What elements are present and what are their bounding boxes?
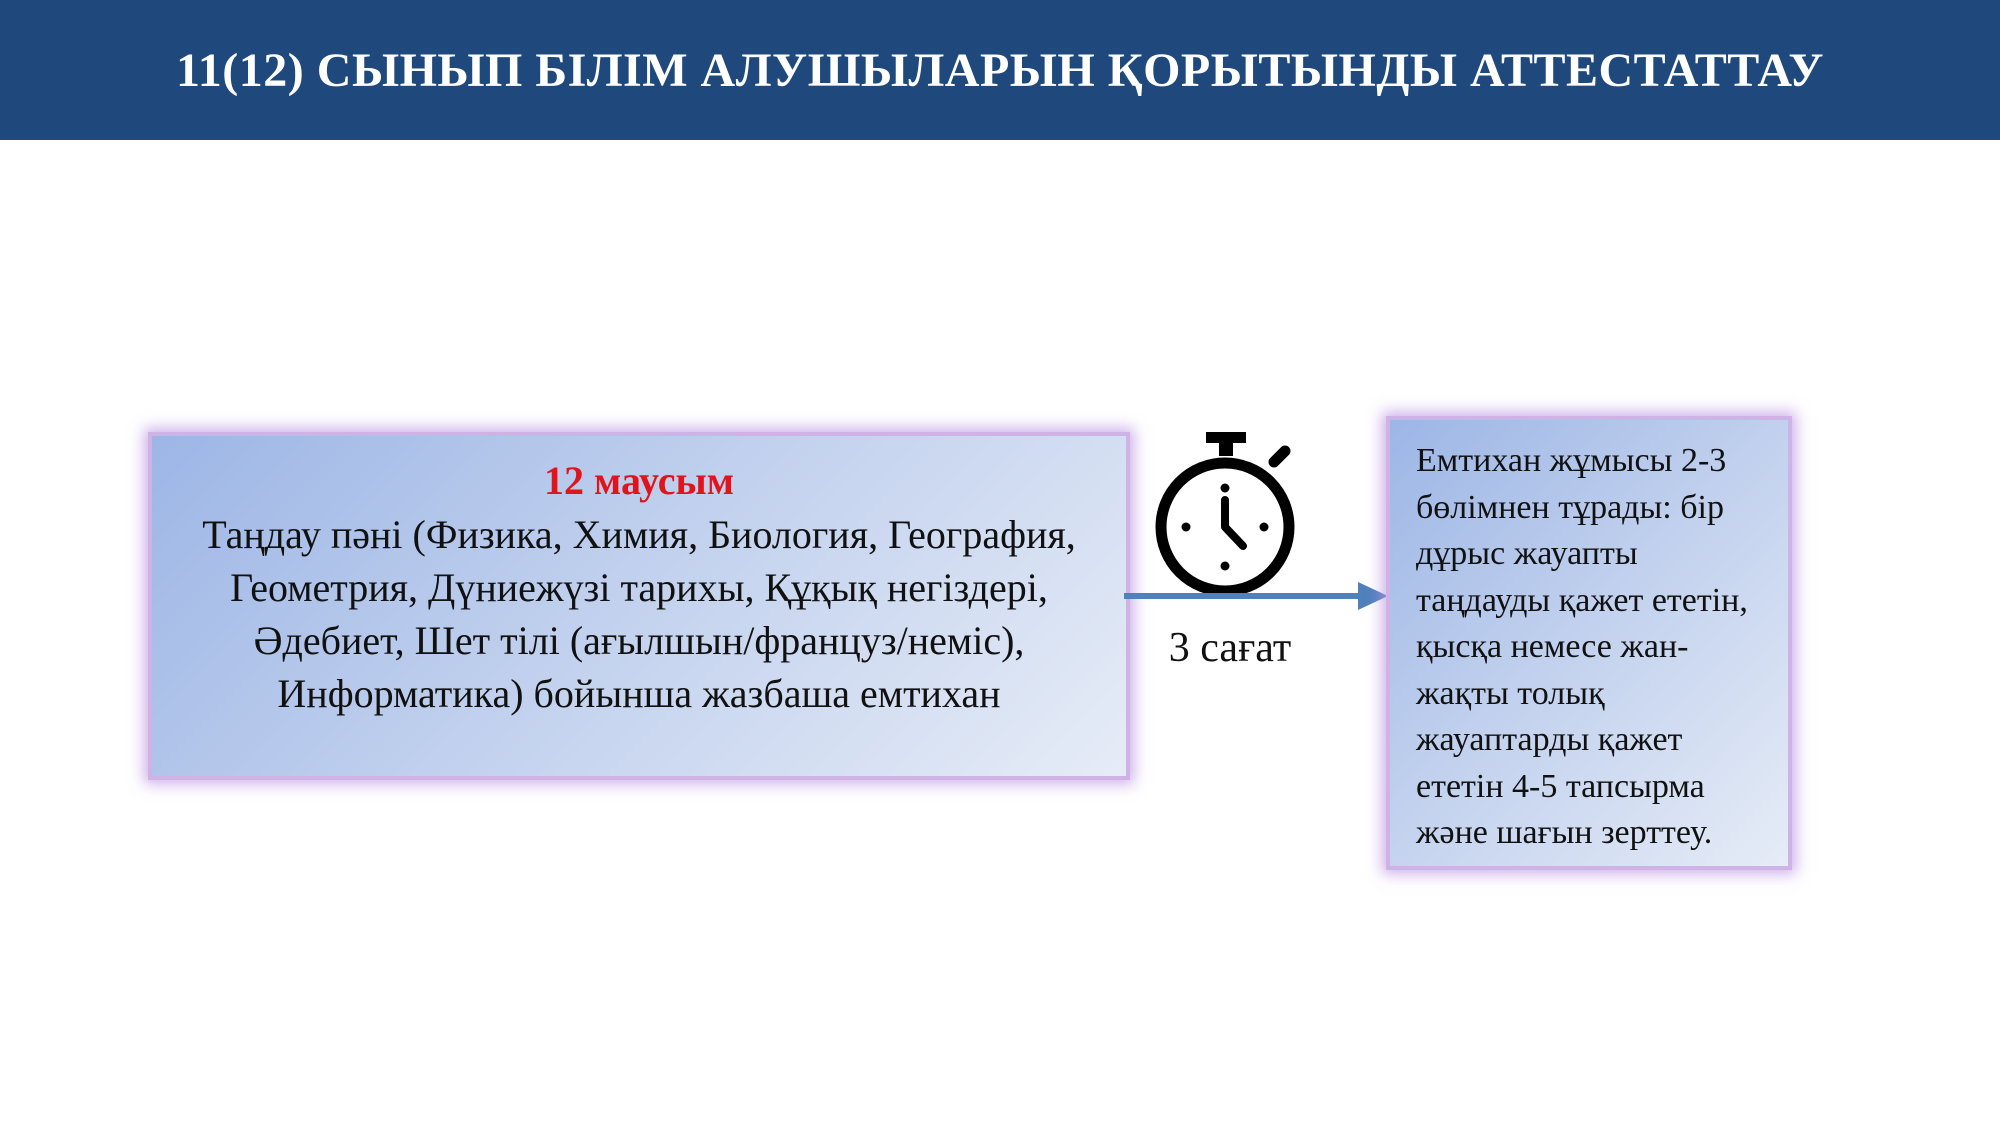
slide-header <box>0 0 2000 140</box>
exam-details-text: Емтихан жұмысы 2-3 бөлімнен тұрады: бір дұрыс жауапты таңдауды қажет ететін, қысқа немесе жан-жақты толық жауаптарды қажет ететін 4-5 тапсырма және шағын зерттеу. <box>1416 442 1748 851</box>
exam-info-box <box>148 432 1130 780</box>
exam-duration: 3 сағат <box>1168 625 1292 671</box>
stopwatch-icon <box>1148 428 1302 598</box>
exam-description: Таңдау пәні (Физика, Химия, Биология, География, Геометрия, Дүниежүзі тарихы, Құқық негіздері, Әдебиет, Шет тілі (ағылшын/француз/неміс), Информатика) бойынша жазбаша емтихан <box>202 512 1076 716</box>
exam-details-box <box>1386 416 1792 870</box>
slide-title: 11(12) СЫНЫП БІЛІМ АЛУШЫЛАРЫН ҚОРЫТЫНДЫ АТТЕСТАТТАУ <box>175 43 1825 97</box>
exam-date: 12 маусым <box>544 458 734 503</box>
arrow-right-icon <box>1124 576 1394 616</box>
